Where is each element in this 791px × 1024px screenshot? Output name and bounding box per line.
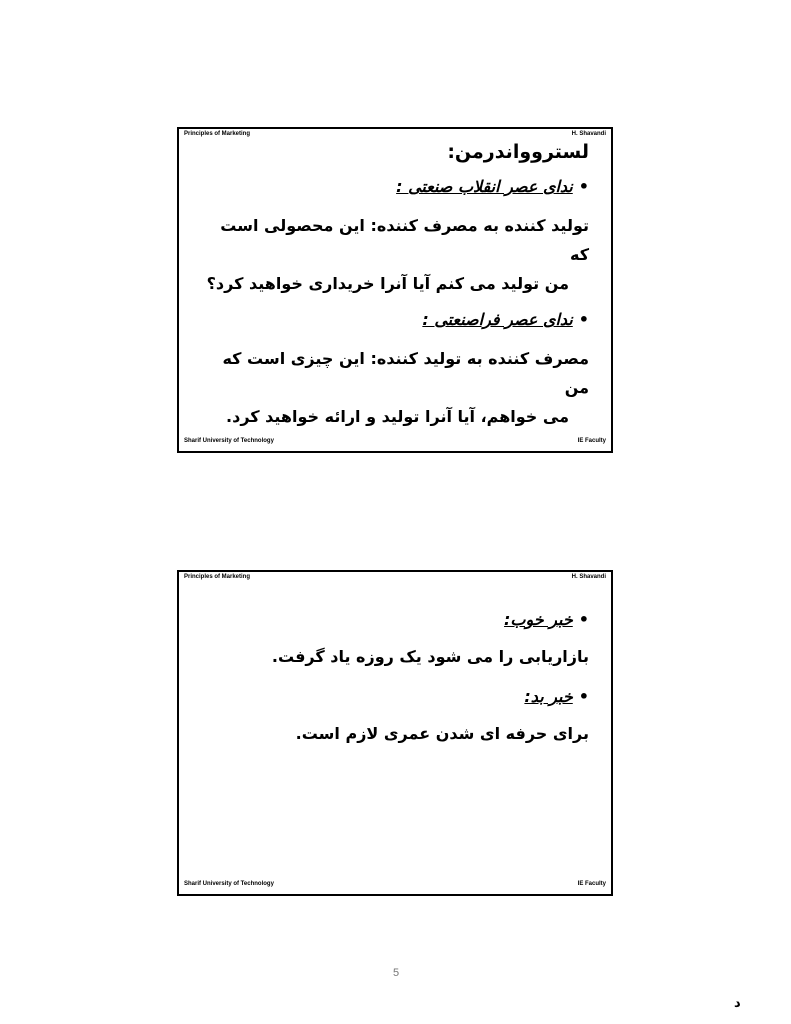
author-name: H. Shavandi [571, 574, 606, 580]
bullet-text: خبر خوب: [504, 610, 573, 629]
course-title: Principles of Marketing [184, 574, 251, 580]
slide-header [184, 574, 606, 584]
bullet-text: خبر بد: [524, 687, 573, 706]
paragraph-producer-to-consumer [197, 211, 589, 298]
slide-footer [184, 438, 606, 448]
paragraph-consumer-to-producer [197, 344, 589, 431]
bullet-industrial-age [197, 175, 589, 199]
bullet-text: ندای عصر فراصنعتی : [422, 310, 573, 329]
paragraph-line: مصرف کننده به تولید کننده: این چیزی است که من [222, 349, 589, 397]
faculty-name: IE Faculty [577, 438, 606, 444]
page-number: 5 [392, 967, 400, 979]
university-name: Sharif University of Technology [184, 438, 274, 444]
bullet-dot: • [578, 610, 589, 629]
slide-footer [184, 881, 606, 891]
bullet-bad-news [197, 685, 589, 709]
faculty-name: IE Faculty [577, 881, 606, 887]
slide-body [197, 139, 589, 441]
paragraph-good-news: بازاریابی را می شود یک روزه یاد گرفت. [271, 647, 589, 666]
bullet-dot: • [578, 177, 589, 196]
university-name: Sharif University of Technology [184, 881, 274, 887]
bullet-postindustrial-age [197, 308, 589, 332]
corner-page-mark: د [734, 996, 741, 1011]
bullet-good-news [197, 608, 589, 632]
bullet-text: ندای عصر انقلاب صنعتی : [396, 177, 573, 196]
bullet-dot: • [578, 310, 589, 329]
author-name: H. Shavandi [571, 131, 606, 137]
slide-title: لستروواندرمن: [447, 141, 589, 163]
course-title: Principles of Marketing [184, 131, 251, 137]
slide-1 [177, 127, 613, 453]
slide-2 [177, 570, 613, 896]
slide-body [197, 608, 589, 762]
paragraph-bad-news: برای حرفه ای شدن عمری لازم است. [295, 724, 589, 743]
paragraph-line: می خواهم، آیا آنرا تولید و ارائه خواهید کرد. [226, 407, 569, 426]
paragraph-line: تولید کننده به مصرف کننده: این محصولی است که [220, 216, 589, 264]
bullet-dot: • [578, 687, 589, 706]
paragraph-line: من تولید می کنم آیا آنرا خریداری خواهید کرد؟ [206, 274, 569, 293]
